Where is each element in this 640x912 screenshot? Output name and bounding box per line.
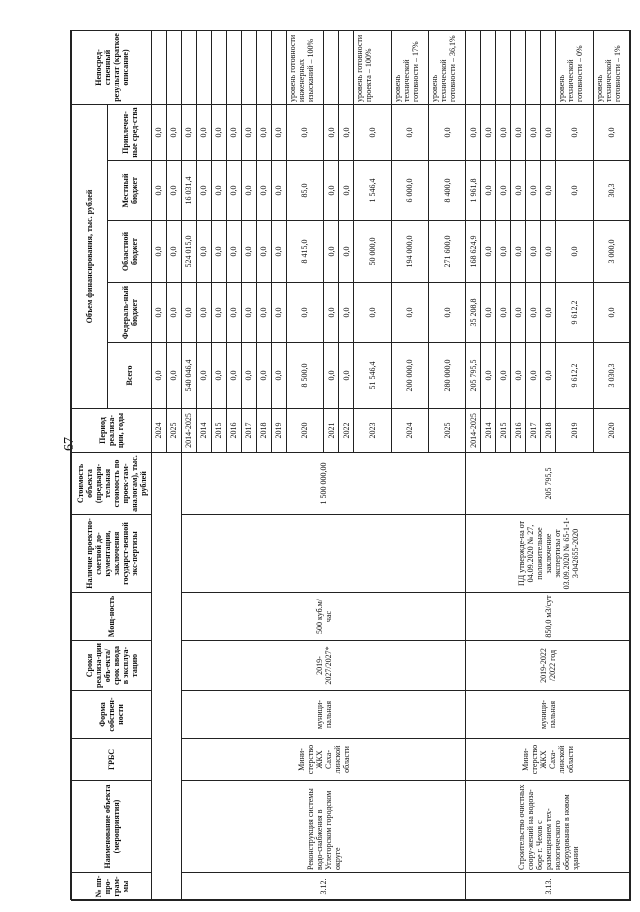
- cell-local: 16 031,4: [181, 161, 196, 221]
- header-result: Непосред-ственный результат (краткое описание): [72, 31, 152, 105]
- cell-total: 0,0: [324, 343, 339, 409]
- cell-result: уровень технической готовности – 1%: [593, 31, 630, 105]
- rotated-table-container: [71, 31, 631, 901]
- cell-local: 1 961,8: [466, 161, 481, 221]
- header-total: Всего: [108, 343, 152, 409]
- financing-table: [71, 30, 631, 901]
- object-num: 3.12.: [181, 873, 465, 901]
- cell-regional: 0,0: [166, 221, 181, 283]
- cell-federal: 0,0: [324, 283, 339, 343]
- cell-period: 2020: [593, 409, 630, 453]
- cell-total: 51 546,4: [354, 343, 391, 409]
- cell-local: 1 546,4: [354, 161, 391, 221]
- cell-federal: 0,0: [256, 283, 271, 343]
- cell-total: 0,0: [526, 343, 541, 409]
- cell-regional: 0,0: [339, 221, 354, 283]
- cell-total: 0,0: [481, 343, 496, 409]
- cell-regional: 524 015,0: [181, 221, 196, 283]
- cell-local: 0,0: [166, 161, 181, 221]
- object-ownership: муници-пальная: [181, 691, 465, 739]
- cell-total: 205 795,5: [466, 343, 481, 409]
- cell-local: 0,0: [211, 161, 226, 221]
- cell-period: 2017: [526, 409, 541, 453]
- cell-federal: 0,0: [526, 283, 541, 343]
- cell-regional: 8 415,0: [286, 221, 323, 283]
- cell-local: 0,0: [196, 161, 211, 221]
- cell-federal: 0,0: [181, 283, 196, 343]
- cell-federal: 0,0: [354, 283, 391, 343]
- cell-local: 0,0: [226, 161, 241, 221]
- cell-local: 0,0: [271, 161, 286, 221]
- cell-federal: 0,0: [211, 283, 226, 343]
- cell-result: [526, 31, 541, 105]
- cell-result: [256, 31, 271, 105]
- object-capacity: 500 куб.м/час: [181, 593, 465, 641]
- cell-regional: 0,0: [526, 221, 541, 283]
- object-cost: 205 795,5: [466, 453, 631, 515]
- cell-federal: 0,0: [541, 283, 556, 343]
- cell-total: 0,0: [256, 343, 271, 409]
- cell-period: 2015: [496, 409, 511, 453]
- header-attracted: Привлечен-ные сред-ства: [108, 105, 152, 161]
- header-ownership: Форма собствен-ности: [72, 691, 152, 739]
- cell-total: 0,0: [166, 343, 181, 409]
- header-federal: Федераль-ный бюджет: [108, 283, 152, 343]
- cell-period: 2014: [196, 409, 211, 453]
- cell-regional: 0,0: [556, 221, 593, 283]
- cell-local: 0,0: [556, 161, 593, 221]
- cell-local: 30,3: [593, 161, 630, 221]
- cell-result: уровень технической готовности – 0%: [556, 31, 593, 105]
- cell-attracted: 0,0: [181, 105, 196, 161]
- cell-period: 2024: [391, 409, 428, 453]
- cell-period: 2016: [226, 409, 241, 453]
- cell-local: 0,0: [152, 161, 167, 221]
- cell-local: 0,0: [324, 161, 339, 221]
- cell-result: [324, 31, 339, 105]
- cell-regional: 0,0: [226, 221, 241, 283]
- cell-federal: 0,0: [241, 283, 256, 343]
- cell-regional: 0,0: [241, 221, 256, 283]
- cell-result: [271, 31, 286, 105]
- cell-regional: 3 000,0: [593, 221, 630, 283]
- cell-local: 6 000,0: [391, 161, 428, 221]
- cell-period: 2025: [428, 409, 465, 453]
- header-grbs: ГРБС: [72, 739, 152, 781]
- cell-local: 0,0: [339, 161, 354, 221]
- cell-result: [511, 31, 526, 105]
- cell-total: 0,0: [241, 343, 256, 409]
- cell-regional: 194 000,0: [391, 221, 428, 283]
- cell-total: 0,0: [196, 343, 211, 409]
- cell-period: 2019: [556, 409, 593, 453]
- cell-local: 85,0: [286, 161, 323, 221]
- cell-total: 8 500,0: [286, 343, 323, 409]
- cell-attracted: 0,0: [256, 105, 271, 161]
- object-grbs: Мини-стерство ЖКХ Саха-линской области: [466, 739, 631, 781]
- cell-period: 2018: [256, 409, 271, 453]
- cell-attracted: 0,0: [428, 105, 465, 161]
- cell-attracted: 0,0: [339, 105, 354, 161]
- header-capacity: Мощ-ность: [72, 593, 152, 641]
- cell-total: 0,0: [271, 343, 286, 409]
- cell-regional: 0,0: [496, 221, 511, 283]
- cell-attracted: 0,0: [541, 105, 556, 161]
- cell-result: [481, 31, 496, 105]
- cell-attracted: 0,0: [593, 105, 630, 161]
- cell-local: 0,0: [241, 161, 256, 221]
- cell-local: 0,0: [496, 161, 511, 221]
- cell-result: [181, 31, 196, 105]
- object-name: Строительство очистных соору-жений на водоза-боре г. Чехов с размещением тех-нологического оборудования в новом здании: [466, 781, 631, 873]
- cell-federal: 0,0: [339, 283, 354, 343]
- cell-attracted: 0,0: [286, 105, 323, 161]
- cell-federal: 0,0: [428, 283, 465, 343]
- object-name: Реконструкция системы водо-снабжения в Углегорском городском округе: [181, 781, 465, 873]
- cell-attracted: 0,0: [324, 105, 339, 161]
- cell-attracted: 0,0: [211, 105, 226, 161]
- object-grbs: Мини-стерство ЖКХ Саха-линской области: [181, 739, 465, 781]
- header-num: № пп-про-грам-мы: [72, 873, 152, 901]
- object-period-build: 2019-2022 /2022 год: [466, 641, 631, 691]
- cell-period: 2015: [211, 409, 226, 453]
- cell-regional: 0,0: [196, 221, 211, 283]
- cell-result: [196, 31, 211, 105]
- cell-result: уровень технической готовности – 36,1%: [428, 31, 465, 105]
- cell-attracted: 0,0: [226, 105, 241, 161]
- cell-period: 2022: [339, 409, 354, 453]
- cell-period: 2017: [241, 409, 256, 453]
- cell-result: [211, 31, 226, 105]
- cell-result: [226, 31, 241, 105]
- cell-federal: 0,0: [511, 283, 526, 343]
- cell-regional: 168 624,9: [466, 221, 481, 283]
- cell-period: 2023: [354, 409, 391, 453]
- cell-federal: 0,0: [481, 283, 496, 343]
- object-period-build: 2019-2027/2027*: [181, 641, 465, 691]
- cell-federal: 0,0: [226, 283, 241, 343]
- cell-period: 2016: [511, 409, 526, 453]
- cell-regional: 0,0: [541, 221, 556, 283]
- cell-total: 540 046,4: [181, 343, 196, 409]
- cell-attracted: 0,0: [152, 105, 167, 161]
- page-number: 67: [62, 437, 77, 451]
- header-psd: Наличие проектно-сметной до-кументации, заключения государст-венной экс-пертизы: [72, 515, 152, 593]
- cell-period: 2014-2025: [466, 409, 481, 453]
- cell-period: 2019: [271, 409, 286, 453]
- cell-result: [541, 31, 556, 105]
- cell-total: 280 000,0: [428, 343, 465, 409]
- cell-regional: 0,0: [256, 221, 271, 283]
- cell-federal: 0,0: [271, 283, 286, 343]
- cell-federal: 0,0: [593, 283, 630, 343]
- cell-regional: 0,0: [211, 221, 226, 283]
- cell-total: 0,0: [152, 343, 167, 409]
- cell-attracted: 0,0: [466, 105, 481, 161]
- cell-local: 0,0: [526, 161, 541, 221]
- cell-total: 0,0: [211, 343, 226, 409]
- cell-attracted: 0,0: [391, 105, 428, 161]
- cell-result: [466, 31, 481, 105]
- object-cost: 1 500 000,00: [181, 453, 465, 515]
- cell-local: 0,0: [541, 161, 556, 221]
- header-financing: Объем финансирования, тыс. рублей: [72, 105, 108, 409]
- cell-federal: 0,0: [152, 283, 167, 343]
- cell-attracted: 0,0: [481, 105, 496, 161]
- header-period-build: Сроки реализа-ции объ-екта/срок ввода в эксплуа-тацию: [72, 641, 152, 691]
- cell-result: [241, 31, 256, 105]
- table-sheet: [70, 30, 630, 900]
- cell-federal: 0,0: [286, 283, 323, 343]
- table-body: [152, 31, 631, 901]
- cell-attracted: 0,0: [496, 105, 511, 161]
- cell-total: 0,0: [226, 343, 241, 409]
- cell-federal: 0,0: [391, 283, 428, 343]
- cell-total: 3 030,3: [593, 343, 630, 409]
- cell-attracted: 0,0: [511, 105, 526, 161]
- object-capacity: 850,0 м3/сут: [466, 593, 631, 641]
- object-num: 3.13.: [466, 873, 631, 901]
- header-local: Местный бюджет: [108, 161, 152, 221]
- cell-attracted: 0,0: [556, 105, 593, 161]
- cell-result: [152, 31, 167, 105]
- cell-total: 0,0: [541, 343, 556, 409]
- cell-attracted: 0,0: [241, 105, 256, 161]
- cell-local: 0,0: [256, 161, 271, 221]
- cell-period: 2024: [152, 409, 167, 453]
- cell-period: 2014: [481, 409, 496, 453]
- table-row: [152, 31, 167, 901]
- cell-local: 8 400,0: [428, 161, 465, 221]
- cell-period: 2014-2025: [181, 409, 196, 453]
- cell-result: уровень готовности инженерных изысканий – 100%: [286, 31, 323, 105]
- cell-total: 200 000,0: [391, 343, 428, 409]
- cell-federal: 0,0: [496, 283, 511, 343]
- cell-attracted: 0,0: [271, 105, 286, 161]
- header-name: Наименование объекта (мероприятия): [72, 781, 152, 873]
- table-row: [466, 31, 481, 901]
- cell-result: уровень технической готовности – 17%: [391, 31, 428, 105]
- cell-total: 0,0: [511, 343, 526, 409]
- cell-result: [166, 31, 181, 105]
- cell-period: 2021: [324, 409, 339, 453]
- cell-total: 0,0: [496, 343, 511, 409]
- cell-period: 2018: [541, 409, 556, 453]
- cell-period: 2020: [286, 409, 323, 453]
- cell-attracted: 0,0: [526, 105, 541, 161]
- cell-federal: 35 208,8: [466, 283, 481, 343]
- header-regional: Областной бюджет: [108, 221, 152, 283]
- cell-attracted: 0,0: [354, 105, 391, 161]
- cell-result: уровень готовности проекта – 100%: [354, 31, 391, 105]
- cell-regional: 0,0: [324, 221, 339, 283]
- cell-total: 0,0: [339, 343, 354, 409]
- cell-period: 2025: [166, 409, 181, 453]
- cell-regional: 0,0: [271, 221, 286, 283]
- cell-regional: 0,0: [481, 221, 496, 283]
- cell-regional: 50 000,0: [354, 221, 391, 283]
- header-cost: Стоимость объекта (предвари-тельная стоимость по проек-там-аналогам), тыс. рублей: [72, 453, 152, 515]
- cell-regional: 0,0: [152, 221, 167, 283]
- cell-attracted: 0,0: [166, 105, 181, 161]
- cell-regional: 271 600,0: [428, 221, 465, 283]
- cell-federal: 0,0: [166, 283, 181, 343]
- cell-federal: 0,0: [196, 283, 211, 343]
- cell-result: [339, 31, 354, 105]
- object-psd: ПД утвержде-на от 04.09.2020 № 27, положительное заключение экспертизы от 03.09.2020 № 65-1-1-3-042655-2020: [466, 515, 631, 593]
- cell-local: 0,0: [511, 161, 526, 221]
- cell-attracted: 0,0: [196, 105, 211, 161]
- continuation-cell: [152, 453, 182, 901]
- cell-regional: 0,0: [511, 221, 526, 283]
- header-period: Период реализа-ции, годы: [72, 409, 152, 453]
- object-ownership: муници-пальная: [466, 691, 631, 739]
- cell-result: [496, 31, 511, 105]
- cell-federal: 9 612,2: [556, 283, 593, 343]
- object-psd: [181, 515, 465, 593]
- cell-total: 9 612,2: [556, 343, 593, 409]
- table-row: [181, 31, 196, 901]
- cell-local: 0,0: [481, 161, 496, 221]
